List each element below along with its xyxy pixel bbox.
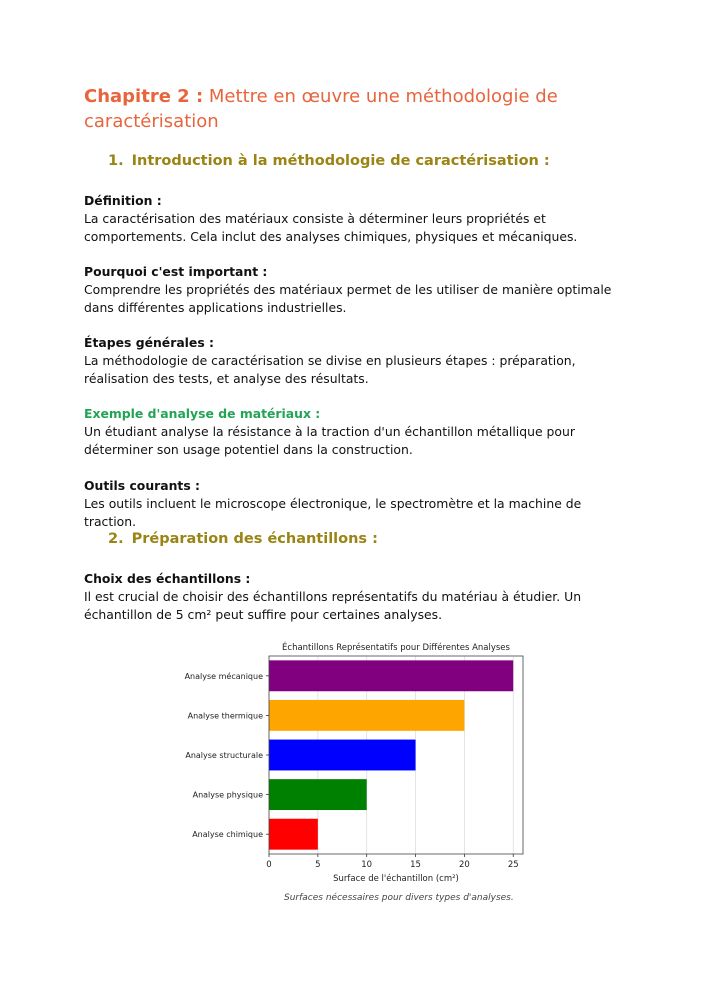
bar <box>269 779 367 810</box>
importance-label: Pourquoi c'est important : <box>84 264 268 279</box>
y-tick-label: Analyse thermique <box>187 711 263 721</box>
section-1-title: Introduction à la méthodologie de caractérisation : <box>131 153 550 169</box>
chapter-label: Chapitre 2 : <box>84 86 204 107</box>
example-text: Un étudiant analyse la résistance à la traction d'un échantillon métallique pour déterminer son usage potentiel dans la construction. <box>84 424 575 457</box>
definition-text: La caractérisation des matériaux consiste à déterminer leurs propriétés et comportements. Cela inclut des analyses chimiques, physiques et mécaniques. <box>84 211 578 244</box>
x-tick-label: 25 <box>507 860 519 870</box>
y-tick-label: Analyse chimique <box>192 830 263 840</box>
section-2-title: Préparation des échantillons : <box>131 531 378 547</box>
steps-text: La méthodologie de caractérisation se divise en plusieurs étapes : préparation, réalisation des tests, et analyse des résultats. <box>84 353 576 386</box>
y-tick-label: Analyse structurale <box>185 751 263 760</box>
y-tick-label: Analyse physique <box>192 790 263 800</box>
definition-label: Définition : <box>84 193 162 208</box>
chart-title: Échantillons Représentatifs pour Différentes Analyses <box>282 643 510 653</box>
x-tick-label: 5 <box>315 860 321 870</box>
bar <box>269 740 416 771</box>
importance-text: Comprendre les propriétés des matériaux permet de les utiliser de manière optimale dans différentes applications industrielles. <box>84 282 612 315</box>
bar <box>269 700 464 731</box>
x-tick-label: 20 <box>458 860 470 870</box>
x-axis-label: Surface de l'échantillon (cm²) <box>333 874 459 884</box>
bar <box>269 660 513 691</box>
x-tick-label: 10 <box>361 860 373 870</box>
section-2-number: 2. <box>108 531 124 547</box>
samples-label: Choix des échantillons : <box>84 571 251 586</box>
samples-text: Il est crucial de choisir des échantillons représentatifs du matériau à étudier. Un échantillon de 5 cm² peut suffire pour certaines analyses. <box>84 589 582 622</box>
tools-text: Les outils incluent le microscope électronique, le spectromètre et la machine de traction. <box>84 496 582 529</box>
x-tick-label: 0 <box>266 860 272 870</box>
y-tick-label: Analyse mécanique <box>184 671 263 681</box>
chapter-title: Mettre en œuvre une méthodologie de caractérisation <box>84 86 558 132</box>
x-tick-label: 15 <box>410 860 421 870</box>
chart-caption: Surfaces nécessaires pour divers types d'analyses. <box>284 893 514 903</box>
bar <box>269 819 318 850</box>
steps-label: Étapes générales : <box>84 335 214 350</box>
example-label: Exemple d'analyse de matériaux : <box>84 406 321 421</box>
tools-label: Outils courants : <box>84 478 200 493</box>
section-1-number: 1. <box>108 153 124 169</box>
